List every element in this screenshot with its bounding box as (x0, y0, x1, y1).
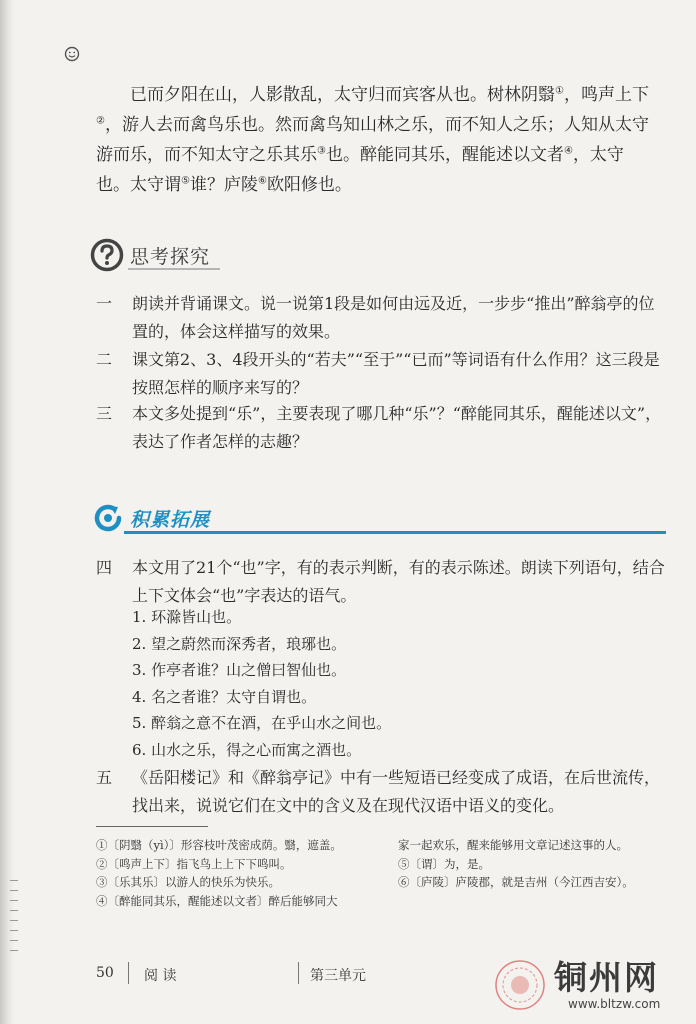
watermark-logo-icon (494, 959, 546, 1011)
question-3: 三 本文多处提到“乐”，主要表现了哪几种“乐”？“醉能同其乐，醒能述以文”，表达了作者怎样的志趣？ (96, 404, 662, 451)
footnote-marker: ⑥ (257, 175, 267, 187)
footer-section: 阅 读 (144, 968, 177, 984)
footnote: ⑤〔谓〕为，是。 (398, 856, 490, 871)
footer-divider (298, 962, 299, 984)
list-item: 5. 醉翁之意不在酒，在乎山水之间也。 (132, 714, 392, 732)
footnote-marker: ⑤ (181, 175, 190, 187)
footnotes-right (398, 836, 634, 892)
refresh-arrow-icon (92, 502, 124, 534)
sentence-list (132, 604, 391, 763)
footnotes-left (96, 836, 342, 910)
footnote: 家一起欢乐，醒来能够用文章记述这事的人。 (398, 838, 628, 852)
footnote-marker: ② (96, 115, 105, 127)
footnote: ⑥〔庐陵〕庐陵郡，就是吉州（今江西吉安）。 (398, 875, 634, 889)
footnote: ④〔醉能同其乐，醒能述以文者〕醉后能够同大 (96, 893, 338, 908)
list-item: 4. 名之者谁？太守自谓也。 (132, 687, 317, 706)
footnote-marker: ④ (563, 145, 573, 157)
list-item: 2. 望之蔚然而深秀者，琅琊也。 (132, 634, 347, 653)
section-header-think (90, 238, 210, 272)
footnote-divider (96, 826, 208, 827)
smiley-icon (64, 46, 80, 62)
question-mark-icon (90, 238, 124, 272)
section-underline (128, 268, 220, 270)
section-header-accumulate (92, 502, 210, 534)
footnote: ②〔鸣声上下〕指飞鸟上上下下鸣叫。 (96, 856, 292, 871)
footnote: ①〔阴翳（yì）〕形容枝叶茂密成荫。翳，遮盖。 (96, 838, 342, 852)
passage-segment: ，游人去而禽鸟乐也。然而禽鸟知山林之乐，而不知人之乐；人知从太守游而乐，而不知太守之乐其乐 (96, 115, 649, 165)
section-accent-bar (124, 531, 666, 534)
list-item: 1. 环滁皆山也。 (132, 608, 242, 626)
question-4: 四 本文用了21个“也”字，有的表示判断，有的表示陈述。朗读下列语句，结合上下文体会“也”字表达的语气。 (96, 558, 665, 605)
page-binding-edge (0, 0, 14, 1024)
passage-segment: ，鸣声上下 (563, 85, 649, 105)
edge-marks (10, 880, 20, 970)
passage-text (96, 80, 656, 200)
list-item: 6. 山水之乐，得之心而寓之酒也。 (132, 740, 362, 759)
passage-segment: ，太守也。太守谓 (96, 145, 624, 195)
passage-segment: 也。醉能同其乐，醒能述以文者 (325, 145, 564, 165)
passage-segment: 欧阳修也。 (266, 175, 352, 195)
question-1: 一 朗读并背诵课文。说一说第1段是如何由远及近，一步步“推出”醉翁亭的位置的，体会这样描写的效果。 (96, 294, 655, 341)
footer-divider (128, 962, 129, 984)
watermark-name: 铜州网 (554, 958, 659, 997)
watermark-url: www.bltzw.com (568, 997, 661, 1011)
question-2: 二 课文第2、3、4段开头的“若夫”“至于”“已而”等词语有什么作用？这三段是按照怎样的顺序来写的？ (96, 350, 660, 397)
page-number: 50 (96, 965, 114, 981)
footnote-marker: ③ (317, 145, 326, 157)
section-title-accumulate: 积累拓展 (130, 508, 211, 531)
list-item: 3. 作亭者谁？山之僧曰智仙也。 (132, 661, 347, 679)
passage-segment: 谁？庐陵 (189, 175, 258, 195)
footnote-marker: ① (555, 85, 564, 97)
footer-unit: 第三单元 (310, 968, 366, 984)
footnote: ③〔乐其乐〕以游人的快乐为快乐。 (96, 875, 280, 889)
question-5: 五 《岳阳楼记》和《醉翁亭记》中有一些短语已经变成了成语，在后世流传，找出来，说说它们在文中的含义及在现代汉语中语义的变化。 (96, 768, 661, 815)
passage-segment: 已而夕阳在山，人影散乱，太守归而宾客从也。树林阴翳 (130, 85, 555, 105)
section-title-think: 思考探究 (130, 245, 211, 268)
